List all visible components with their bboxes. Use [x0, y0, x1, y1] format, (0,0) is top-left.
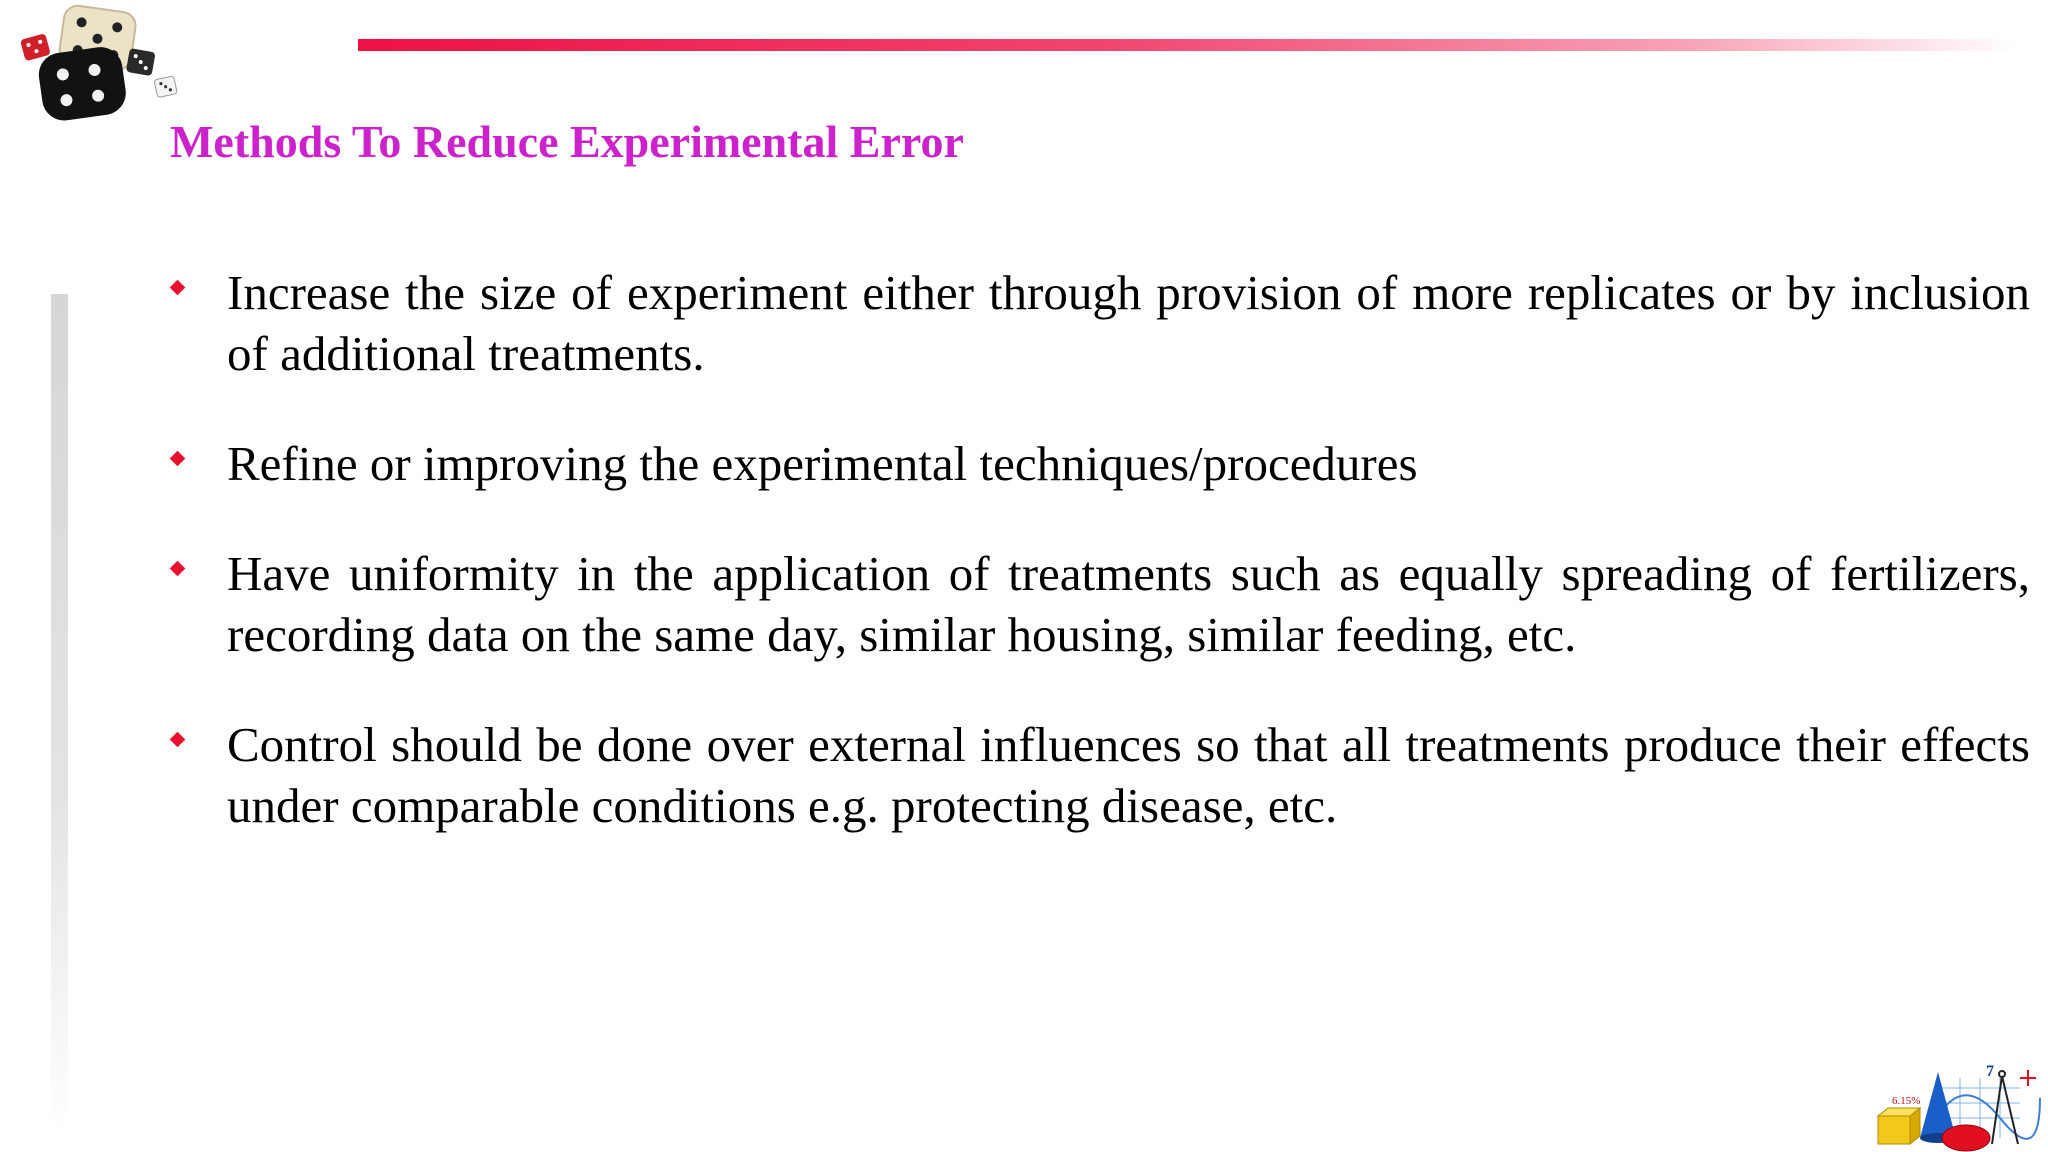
clipart-exponent: 7	[1986, 1063, 1994, 1080]
bullet-list	[166, 262, 2030, 885]
math-clipart-icon	[1870, 1058, 2048, 1152]
diamond-bullet-icon	[170, 732, 186, 748]
accent-bar-side	[51, 294, 68, 1134]
bullet-text: Refine or improving the experimental techniques/procedures	[227, 436, 1418, 491]
diamond-bullet-icon	[170, 280, 186, 296]
clipart-label: 6.15%	[1892, 1095, 1921, 1107]
bullet-text: Increase the size of experiment either through provision of more replicates or by inclusion of additional treatments.	[227, 265, 2030, 381]
bullet-text: Have uniformity in the application of treatments such as equally spreading of fertilizers, recording data on the same day, similar housing, similar feeding, etc.	[227, 546, 2030, 662]
bullet-item	[166, 433, 2030, 494]
diamond-bullet-icon	[170, 451, 186, 467]
slide-title: Methods To Reduce Experimental Error	[170, 116, 964, 167]
bullet-text: Control should be done over external influences so that all treatments produce their effects under comparable conditions e.g. protecting disease, etc.	[227, 717, 2030, 833]
accent-bar-top	[358, 39, 2018, 51]
bullet-item	[166, 543, 2030, 665]
diamond-bullet-icon	[170, 561, 186, 577]
bullet-item	[166, 714, 2030, 836]
dice-icon	[8, 0, 178, 130]
bullet-item	[166, 262, 2030, 384]
